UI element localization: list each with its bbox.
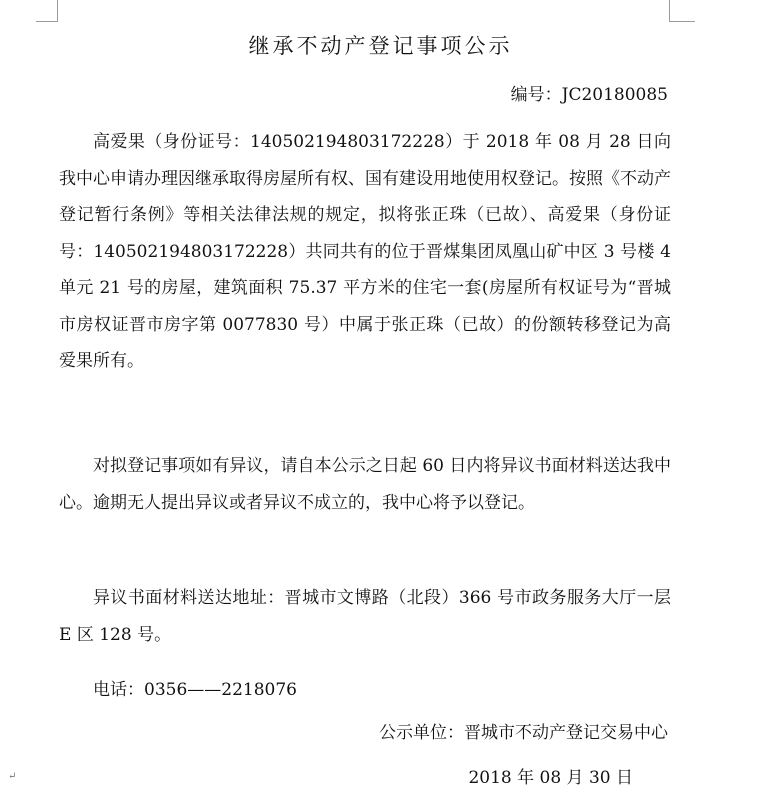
paragraph-marker-icon: ↵ (8, 771, 17, 782)
issuing-unit: 公示单位：晋城市不动产登记交易中心 (379, 723, 668, 743)
crop-mark-top-right (669, 0, 670, 22)
crop-mark-top-right (669, 21, 695, 22)
paragraph-address: 异议书面材料送达地址：晋城市文博路（北段）366 号市政务服务大厅一层 E 区 128 号。 (59, 588, 671, 645)
paragraph-objection: 对拟登记事项如有异议，请自本公示之日起 60 日内将异议书面材料送达我中心。逾期无人提出异议或者异议不成立的，我中心将予以登记。 (59, 456, 671, 513)
crop-mark-top-left (36, 21, 58, 22)
paragraph-phone: 电话：0356——2218076 (93, 680, 297, 700)
document-number: 编号：JC20180085 (510, 85, 668, 105)
document-title: 继承不动产登记事项公示 (248, 34, 513, 58)
issue-date: 2018 年 08 月 30 日 (468, 768, 633, 788)
crop-mark-top-left (57, 0, 58, 22)
paragraph-main: 高爱果（身份证号：140502194803172228）于 2018 年 08 月 28 日向我中心申请办理因继承取得房屋所有权、国有建设用地使用权登记。按照《不动产登记暂行条例》等相关法律法规的规定，拟将张正珠（已故）、高爱果（身份证号：140502194803172228）共同共有的位于晋煤集团凤凰山矿中区 3 号楼 4 单元 21 号的房屋，建筑面积 75.37 平方米的住宅一套(房屋所有权证号为“晋城市房权证晋市房字第 0077830 号）中属于张正珠（已故）的份额转移登记为高爱果所有。 (59, 132, 671, 371)
